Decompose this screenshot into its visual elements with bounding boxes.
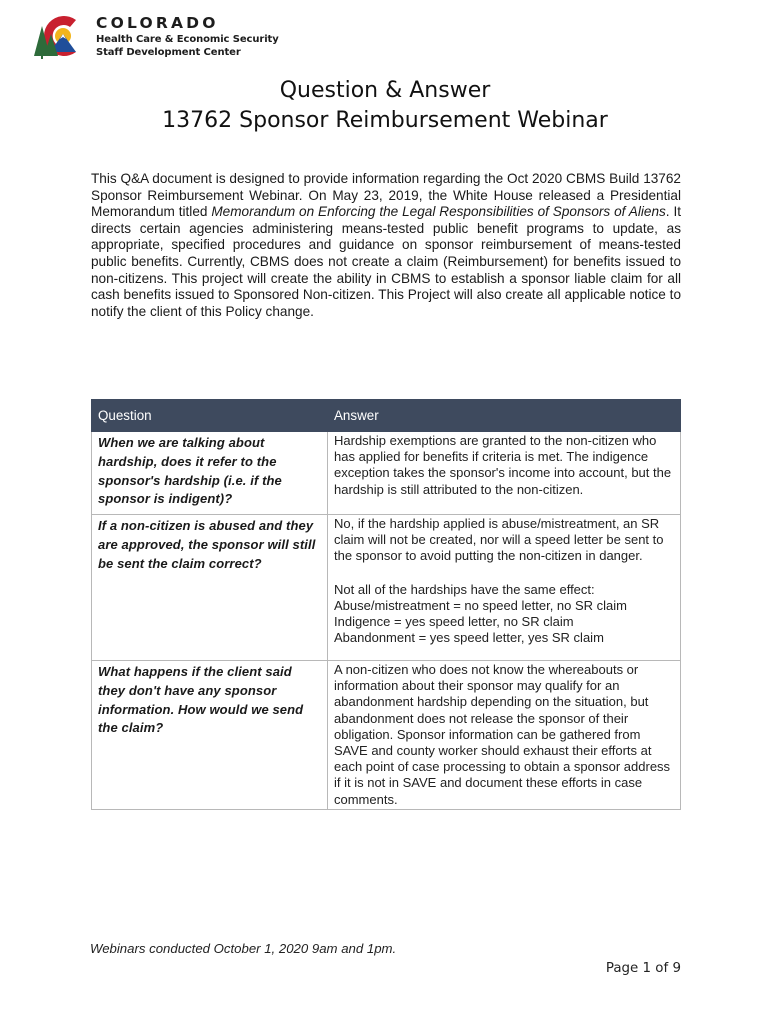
document-title-line1: Question & Answer — [279, 78, 491, 103]
answer-text: No, if the hardship applied is abuse/mistreatment, an SR claim will not be created, nor will a speed letter be sent to the sponsor to avoid putting the non-citizen in danger. — [334, 516, 664, 564]
logo-wordmark: COLORADO — [96, 14, 219, 32]
logo-subtitle-line1: Health Care & Economic Security — [96, 34, 279, 45]
header-logo — [30, 12, 280, 62]
column-header-answer: Answer — [328, 400, 681, 432]
question-cell: If a non-citizen is abused and they are approved, the sponsor will still be sent the claim correct? — [92, 515, 328, 661]
answer-text: Hardship exemptions are granted to the non-citizen who has applied for benefits if criteria is met. The indigence exception takes the sponsor's income into account, but the hardship is still attributed to the non-citizen. — [334, 433, 672, 497]
answer-note-line1: Abuse/mistreatment = no speed letter, no SR claim — [334, 597, 628, 613]
answer-note-line2: Indigence = yes speed letter, no SR claim — [334, 614, 574, 630]
qa-table — [91, 399, 681, 810]
answer-cell — [328, 432, 681, 515]
answer-note-intro: Not all of the hardships have the same effect: — [334, 581, 595, 597]
answer-text: A non-citizen who does not know the whereabouts or information about their sponsor may qualify for an abandonment hardship depending on the situation, but abandonment does not release the sponsor of their obligation. Sponsor information can be gathered from SAVE and county worker should exhaust their efforts at each point of case processing to obtain a sponsor address if it is not in SAVE and document these efforts in case comments. — [334, 662, 671, 807]
logo-subtitle-line2: Staff Development Center — [96, 47, 241, 58]
intro-paragraph — [91, 171, 681, 320]
memorandum-title: Memorandum on Enforcing the Legal Responsibilities of Sponsors of Aliens — [211, 204, 666, 220]
table-row — [92, 661, 681, 810]
webinar-dates-note: Webinars conducted October 1, 2020 9am and 1pm. — [90, 941, 397, 956]
answer-note — [334, 582, 673, 647]
question-cell: When we are talking about hardship, does it refer to the sponsor's hardship (i.e. if the sponsor is indigent)? — [92, 432, 328, 515]
colorado-mountain-logo-icon — [30, 12, 92, 60]
table-header-row — [92, 400, 681, 432]
page-number: Page 1 of 9 — [605, 961, 681, 976]
answer-cell — [328, 515, 681, 661]
answer-cell — [328, 661, 681, 810]
table-row — [92, 432, 681, 515]
column-header-question: Question — [92, 400, 328, 432]
answer-note-line3: Abandonment = yes speed letter, yes SR claim — [334, 630, 604, 646]
document-title-line2: 13762 Sponsor Reimbursement Webinar — [162, 108, 608, 133]
intro-text-part2: . It directs certain agencies administering means-tested public benefit programs to update, as appropriate, specified procedures and guidance on sponsor reimbursement of means-tested public benefits. Currently, CBMS does not create a claim (Reimbursement) for benefits issued to non-citizens. This project will create the ability in CBMS to establish a sponsor liable claim for all cash benefits issued to Sponsored Non-citizen. This Project will also create all applicable notice to notify the client of this Policy change. — [91, 204, 681, 319]
question-cell: What happens if the client said they don't have any sponsor information. How would we send the claim? — [92, 661, 328, 810]
intro-text-part1: This Q&A document is designed to provide information regarding the Oct 2020 CBMS Build 13762 Sponsor Reimbursement Webinar. On May 23, 2019, the White House released a Presidential Memorandum titled — [91, 171, 681, 220]
table-row — [92, 515, 681, 661]
